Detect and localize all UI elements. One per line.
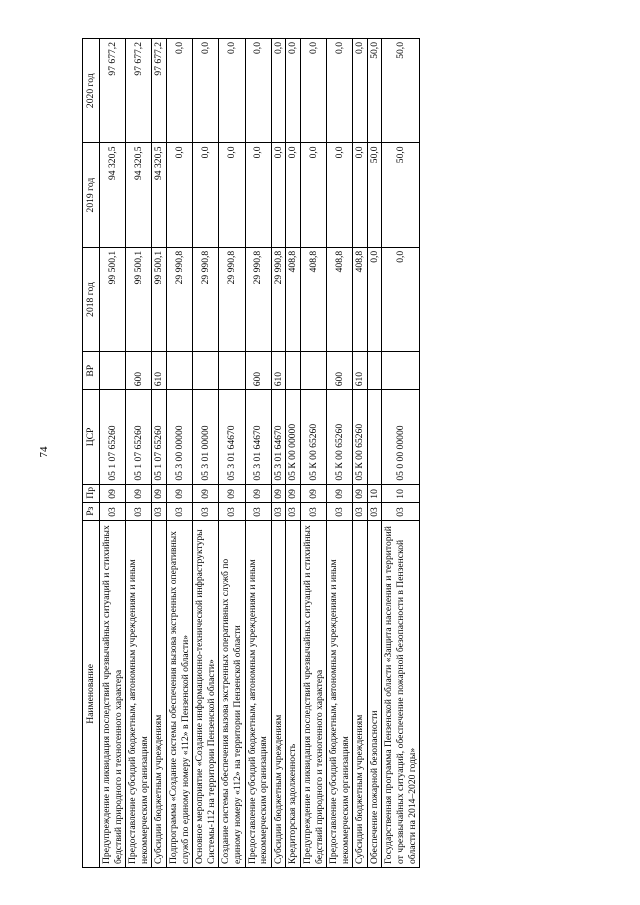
row-pr: 09 bbox=[353, 484, 368, 502]
row-2018: 29 990,8 bbox=[166, 247, 192, 351]
row-2018: 0,0 bbox=[367, 247, 382, 351]
row-2020: 0,0 bbox=[271, 38, 286, 142]
table-row bbox=[193, 38, 219, 867]
row-rz: 03 bbox=[126, 502, 152, 520]
row-2018: 0,0 bbox=[382, 247, 420, 351]
row-2018: 29 990,8 bbox=[219, 247, 245, 351]
row-2018: 99 500,1 bbox=[100, 247, 126, 351]
row-vr: 610 bbox=[152, 351, 167, 389]
row-name: Субсидии бюджетным учреждениям bbox=[353, 520, 368, 867]
row-csr: 05 К 00 00000 bbox=[286, 389, 301, 483]
row-vr: 610 bbox=[353, 351, 368, 389]
row-vr: 600 bbox=[327, 351, 353, 389]
row-csr: 05 К 00 65260 bbox=[353, 389, 368, 483]
row-2020: 97 677,2 bbox=[126, 38, 152, 142]
row-rz: 03 bbox=[100, 502, 126, 520]
row-2019: 0,0 bbox=[286, 142, 301, 246]
row-rz: 03 bbox=[300, 502, 326, 520]
row-pr: 09 bbox=[286, 484, 301, 502]
row-pr: 09 bbox=[271, 484, 286, 502]
header-name: Наименование bbox=[83, 520, 100, 867]
row-2019: 0,0 bbox=[219, 142, 245, 246]
row-rz: 03 bbox=[271, 502, 286, 520]
row-2019: 94 320,5 bbox=[100, 142, 126, 246]
row-2020: 97 677,2 bbox=[152, 38, 167, 142]
row-rz: 03 bbox=[219, 502, 245, 520]
row-2019: 50,0 bbox=[367, 142, 382, 246]
row-csr: 05 1 07 65260 bbox=[126, 389, 152, 483]
budget-table bbox=[82, 38, 420, 868]
row-2018: 408,8 bbox=[286, 247, 301, 351]
row-rz: 03 bbox=[382, 502, 420, 520]
row-2019: 0,0 bbox=[327, 142, 353, 246]
row-2019: 0,0 bbox=[166, 142, 192, 246]
header-2020: 2020 год bbox=[83, 38, 100, 142]
row-rz: 03 bbox=[353, 502, 368, 520]
row-rz: 03 bbox=[193, 502, 219, 520]
row-vr bbox=[166, 351, 192, 389]
row-pr: 09 bbox=[327, 484, 353, 502]
row-name: Субсидии бюджетным учреждениям bbox=[152, 520, 167, 867]
header-2019: 2019 год bbox=[83, 142, 100, 246]
row-pr: 09 bbox=[193, 484, 219, 502]
page-number: 74 bbox=[38, 446, 50, 458]
row-2020: 0,0 bbox=[166, 38, 192, 142]
row-2020: 97 677,2 bbox=[100, 38, 126, 142]
row-rz: 03 bbox=[245, 502, 271, 520]
header-csr: ЦСР bbox=[83, 389, 100, 483]
row-csr: 05 3 01 64670 bbox=[219, 389, 245, 483]
header-2018: 2018 год bbox=[83, 247, 100, 351]
row-csr: 05 3 01 00000 bbox=[193, 389, 219, 483]
table-row bbox=[166, 38, 192, 867]
row-name: Предупреждение и ликвидация последствий чрезвычайных ситуаций и стихийных бедствий природного и техногенного характера bbox=[100, 520, 126, 867]
row-2020: 0,0 bbox=[327, 38, 353, 142]
table-row bbox=[245, 38, 271, 867]
row-2019: 0,0 bbox=[300, 142, 326, 246]
row-pr: 09 bbox=[152, 484, 167, 502]
row-2020: 0,0 bbox=[219, 38, 245, 142]
row-name: Кредиторская задолженность bbox=[286, 520, 301, 867]
row-csr: 05 3 01 64670 bbox=[271, 389, 286, 483]
row-2020: 50,0 bbox=[382, 38, 420, 142]
table-row bbox=[271, 38, 286, 867]
row-rz: 03 bbox=[286, 502, 301, 520]
row-name: Предоставление субсидий бюджетным, автономным учреждениям и иным некоммерческим организациям bbox=[327, 520, 353, 867]
row-2020: 0,0 bbox=[286, 38, 301, 142]
row-rz: 03 bbox=[166, 502, 192, 520]
row-2018: 29 990,8 bbox=[193, 247, 219, 351]
row-2020: 50,0 bbox=[367, 38, 382, 142]
table-row bbox=[327, 38, 353, 867]
row-vr bbox=[193, 351, 219, 389]
table-row bbox=[382, 38, 420, 867]
row-pr: 09 bbox=[166, 484, 192, 502]
row-name: Предоставление субсидий бюджетным, автономным учреждениям и иным некоммерческим организациям bbox=[245, 520, 271, 867]
row-pr: 09 bbox=[245, 484, 271, 502]
table-row bbox=[367, 38, 382, 867]
row-vr bbox=[219, 351, 245, 389]
row-2018: 29 990,8 bbox=[271, 247, 286, 351]
row-pr: 10 bbox=[382, 484, 420, 502]
row-name: Предупреждение и ликвидация последствий чрезвычайных ситуаций и стихийных бедствий природного и техногенного характера bbox=[300, 520, 326, 867]
row-2018: 99 500,1 bbox=[152, 247, 167, 351]
row-2019: 94 320,5 bbox=[126, 142, 152, 246]
row-name: Государственная программа Пензенской области «Защита населения и территорий от чрезвычайных ситуаций, обеспечение пожарной безопасности в Пензенской области на 2014–2020 годы» bbox=[382, 520, 420, 867]
row-csr: 05 0 00 00000 bbox=[382, 389, 420, 483]
row-2019: 50,0 bbox=[382, 142, 420, 246]
row-name: Основное мероприятие «Создание информационно-технической инфраструктуры Системы-112 на территории Пензенской области» bbox=[193, 520, 219, 867]
row-csr: 05 К 00 65260 bbox=[327, 389, 353, 483]
row-pr: 09 bbox=[100, 484, 126, 502]
row-csr: 05 3 00 00000 bbox=[166, 389, 192, 483]
row-csr bbox=[367, 389, 382, 483]
row-2020: 0,0 bbox=[353, 38, 368, 142]
header-pr: Пр bbox=[83, 484, 100, 502]
row-vr bbox=[382, 351, 420, 389]
row-csr: 05 3 01 64670 bbox=[245, 389, 271, 483]
header-vr: ВР bbox=[83, 351, 100, 389]
row-name: Субсидии бюджетным учреждениям bbox=[271, 520, 286, 867]
row-name: Обеспечение пожарной безопасности bbox=[367, 520, 382, 867]
row-vr: 600 bbox=[245, 351, 271, 389]
row-2018: 408,8 bbox=[300, 247, 326, 351]
row-rz: 03 bbox=[367, 502, 382, 520]
row-2018: 408,8 bbox=[353, 247, 368, 351]
table-row bbox=[353, 38, 368, 867]
row-pr: 09 bbox=[126, 484, 152, 502]
row-name: Предоставление субсидий бюджетным, автономным учреждениям и иным некоммерческим организациям bbox=[126, 520, 152, 867]
rotated-page-content bbox=[82, 38, 558, 868]
row-2019: 0,0 bbox=[271, 142, 286, 246]
row-vr bbox=[100, 351, 126, 389]
row-pr: 09 bbox=[219, 484, 245, 502]
row-2019: 0,0 bbox=[353, 142, 368, 246]
row-2018: 408,8 bbox=[327, 247, 353, 351]
row-vr bbox=[300, 351, 326, 389]
row-rz: 03 bbox=[152, 502, 167, 520]
row-2018: 29 990,8 bbox=[245, 247, 271, 351]
row-pr: 09 bbox=[300, 484, 326, 502]
row-rz: 03 bbox=[327, 502, 353, 520]
table-row bbox=[126, 38, 152, 867]
row-csr: 05 К 00 65260 bbox=[300, 389, 326, 483]
row-name: Создание системы обеспечения вызова экстренных оперативных служб по единому номеру «112» на территории Пензенской области bbox=[219, 520, 245, 867]
table-row bbox=[300, 38, 326, 867]
header-rz: Рз bbox=[83, 502, 100, 520]
row-2020: 0,0 bbox=[300, 38, 326, 142]
table-row bbox=[100, 38, 126, 867]
row-2019: 0,0 bbox=[245, 142, 271, 246]
table-row bbox=[152, 38, 167, 867]
row-vr: 610 bbox=[271, 351, 286, 389]
header-row bbox=[83, 38, 100, 867]
row-pr: 10 bbox=[367, 484, 382, 502]
row-2019: 94 320,5 bbox=[152, 142, 167, 246]
row-vr bbox=[286, 351, 301, 389]
row-vr: 600 bbox=[126, 351, 152, 389]
row-2019: 0,0 bbox=[193, 142, 219, 246]
row-2018: 99 500,1 bbox=[126, 247, 152, 351]
row-2020: 0,0 bbox=[245, 38, 271, 142]
row-name: Подпрограмма «Создание системы обеспечения вызова экстренных оперативных служб по единому номеру «112» в Пензенской области» bbox=[166, 520, 192, 867]
row-csr: 05 1 07 65260 bbox=[100, 389, 126, 483]
row-2020: 0,0 bbox=[193, 38, 219, 142]
row-csr: 05 1 07 65260 bbox=[152, 389, 167, 483]
row-vr bbox=[367, 351, 382, 389]
table-row bbox=[219, 38, 245, 867]
table-row bbox=[286, 38, 301, 867]
